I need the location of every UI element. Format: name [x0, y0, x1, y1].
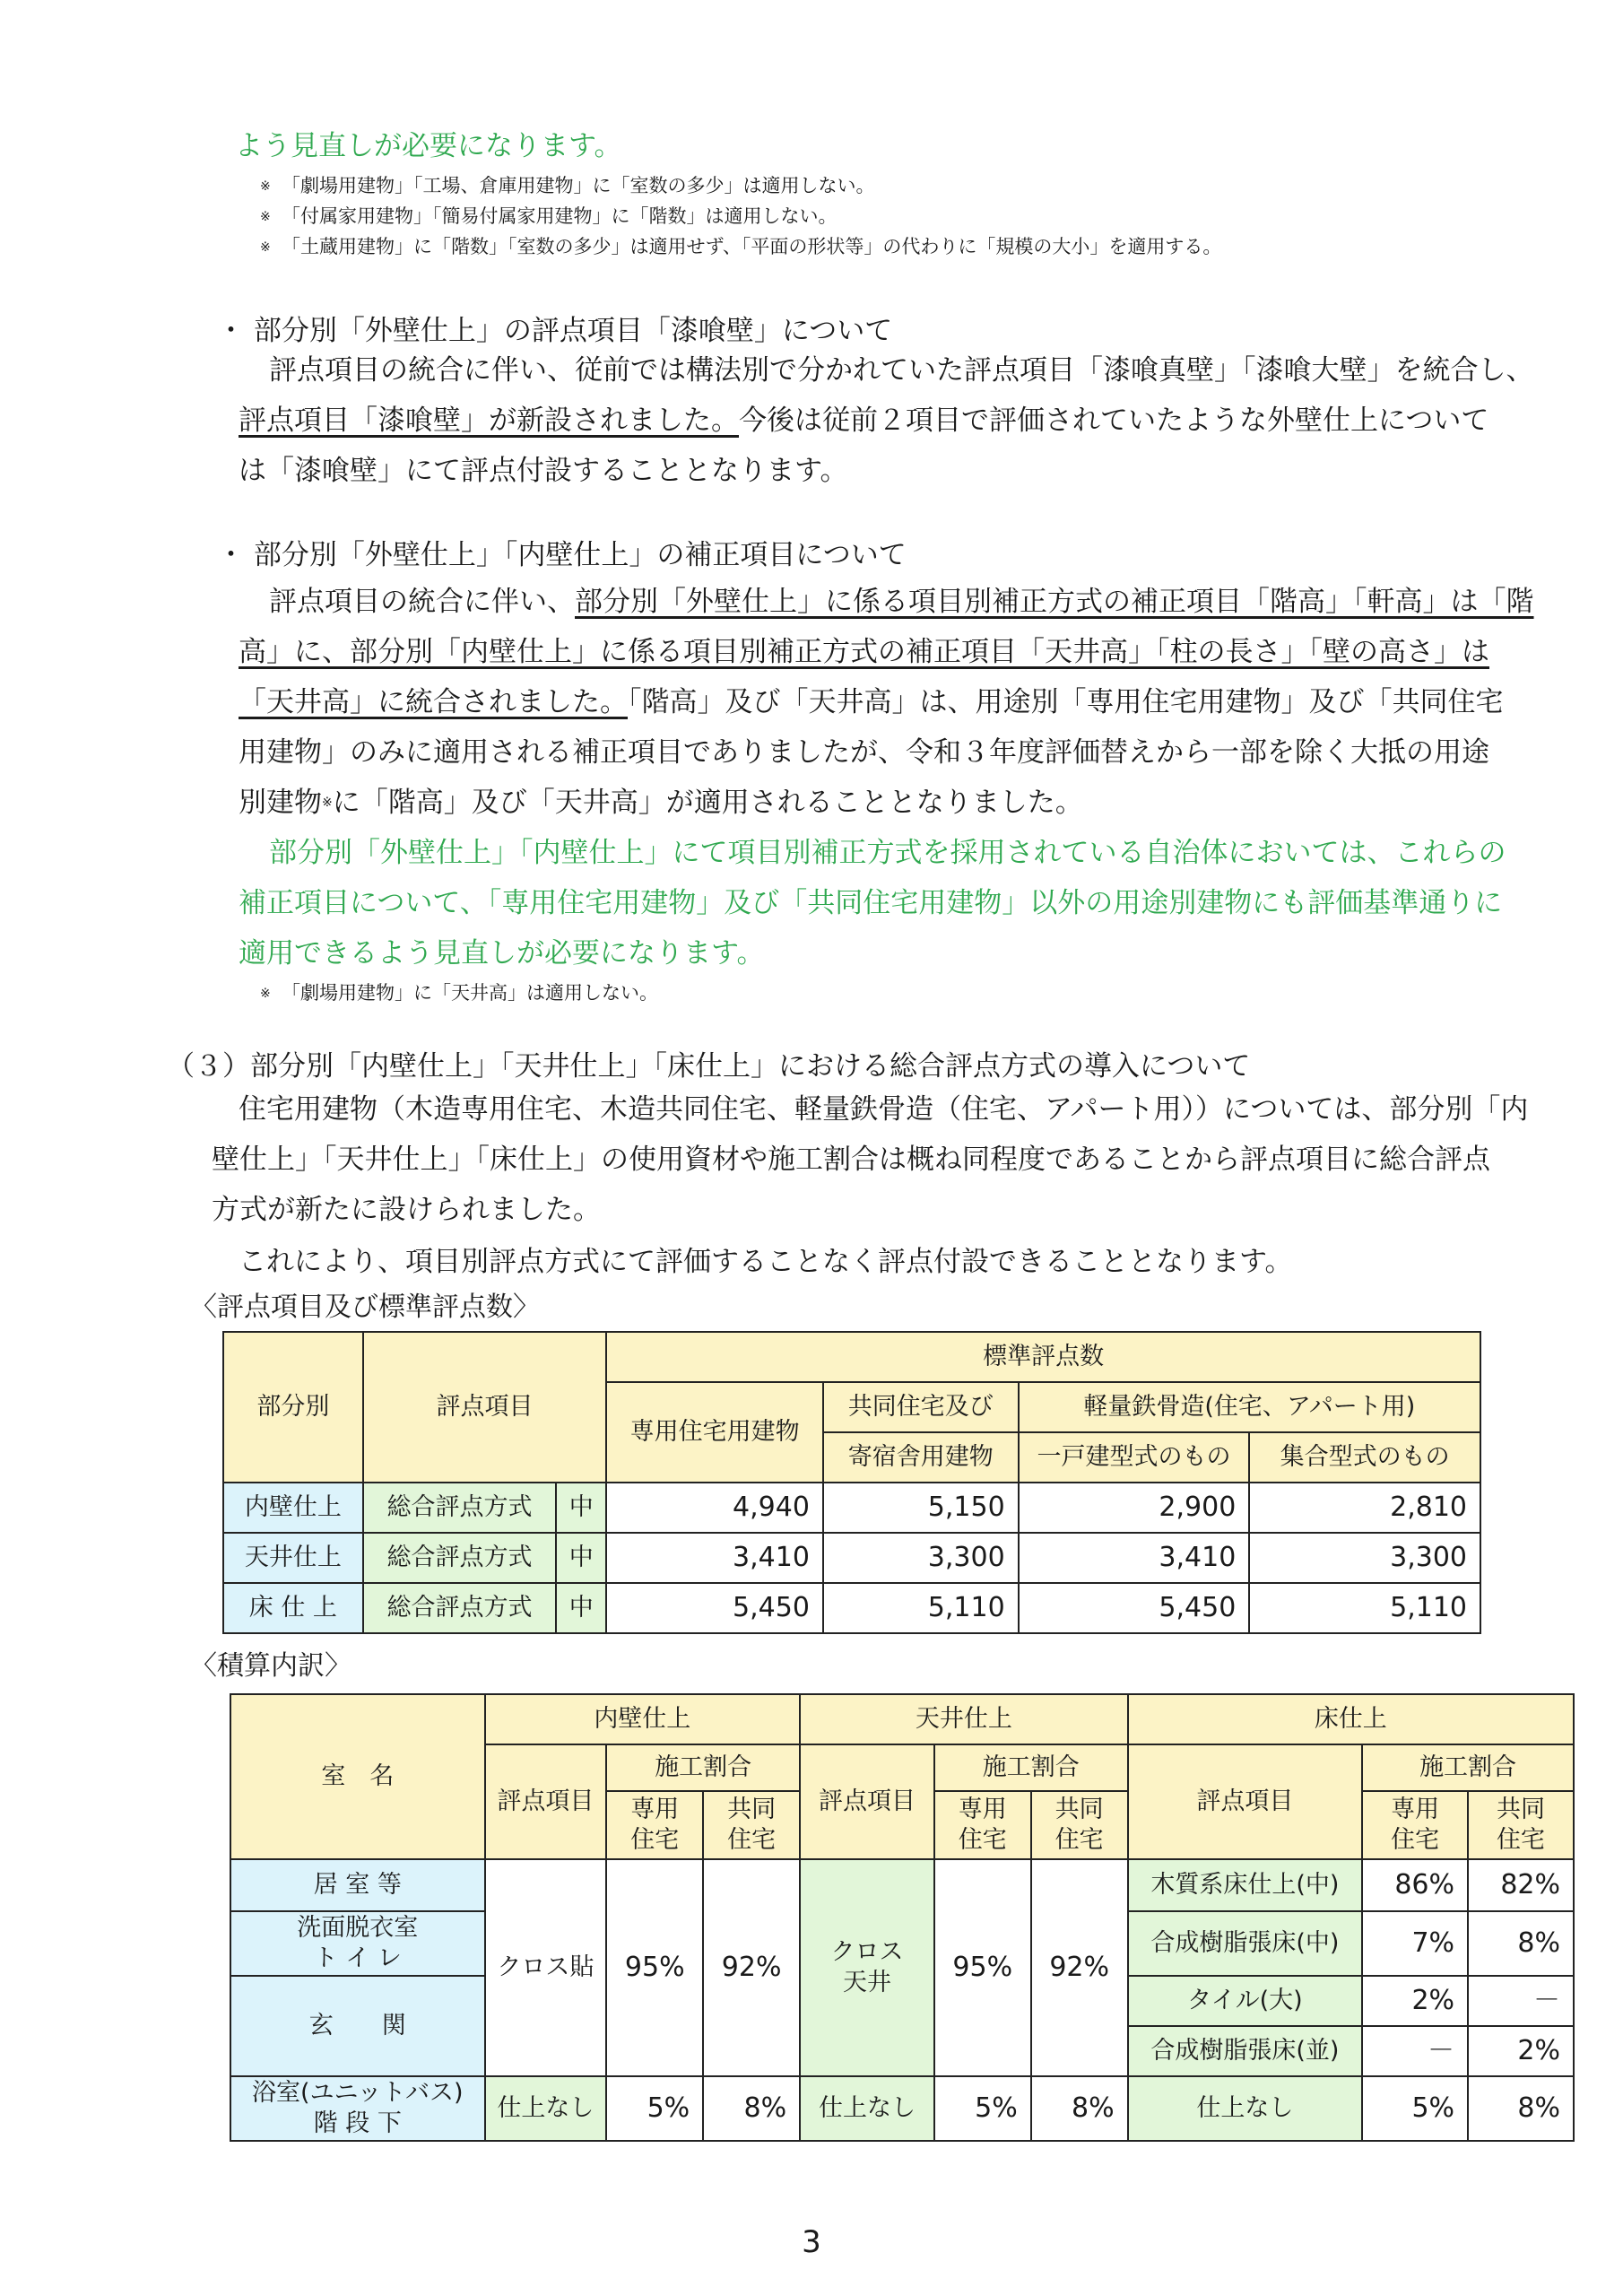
t2-floor-item: 木質系床仕上(中)	[1128, 1859, 1363, 1911]
t2-floor-senyo: －	[1362, 2026, 1468, 2076]
t2-floor-senyo: 2%	[1362, 1976, 1468, 2026]
t1-header-standard: 標準評点数	[606, 1332, 1480, 1382]
section-c-heading: （３）部分別「内壁仕上」「天井仕上」「床仕上」における総合評点方式の導入について	[167, 1050, 1251, 1083]
t1-header-item: 評点項目	[363, 1332, 607, 1483]
section-a-line-1: 評点項目の統合に伴い、従前では構法別で分かれていた評点項目「漆喰真壁」「漆喰大壁」を統合し、	[269, 354, 1534, 387]
t2-inner-item: クロス貼	[485, 1859, 607, 2076]
t2-ceiling-senyo: 95%	[934, 1859, 1031, 2076]
section-b-line-1: 評点項目の統合に伴い、部分別「外壁仕上」に係る項目別補正方式の補正項目「階高」「軒高」は「階	[269, 586, 1534, 618]
t2-floor-senyo: 86%	[1362, 1859, 1468, 1911]
t2-floor-item: 合成樹脂張床(並)	[1128, 2026, 1363, 2076]
t1-header-keiryo: 軽量鉄骨造(住宅、アパート用)	[1019, 1382, 1480, 1432]
t2-ceiling-item: クロス 天井	[800, 1859, 934, 2076]
t1-header-ikko: 一戸建型式のもの	[1019, 1432, 1250, 1483]
t2-header-item: 評点項目	[800, 1744, 934, 1859]
t2-room-washroom: 洗面脱衣室 ト イ レ	[230, 1911, 485, 1976]
t1-value: 3,300	[823, 1533, 1019, 1583]
section-b-note: ※ 「劇場用建物」に「天井高」は適用しない。	[260, 982, 658, 1004]
section-b-line-5: 別建物※に「階高」及び「天井高」が適用されることとなりました。	[239, 787, 1083, 819]
section-b-line-4: 用建物」のみに適用される補正項目でありましたが、令和３年度評価替えから一部を除く大抵の用途	[239, 736, 1489, 769]
table2-caption: 〈積算内訳〉	[190, 1650, 352, 1682]
section-a-line-3: は「漆喰壁」にて評点付設することとなります。	[239, 455, 848, 487]
t2-inner-senyo: 95%	[606, 1859, 703, 2076]
section-b-heading: ・ 部分別「外壁仕上」「内壁仕上」の補正項目について	[217, 539, 907, 571]
t2-room-bath: 浴室(ユニットバス) 階 段 下	[230, 2076, 485, 2141]
t2-room-entrance: 玄 関	[230, 1976, 485, 2076]
t2-ceiling-kyodo: 8%	[1031, 2076, 1128, 2141]
t1-part: 天井仕上	[223, 1533, 363, 1583]
t2-inner-item-none: 仕上なし	[485, 2076, 607, 2141]
t1-header-senyo: 専用住宅用建物	[606, 1382, 823, 1483]
t1-grade: 中	[556, 1583, 606, 1633]
t1-value: 3,410	[606, 1533, 823, 1583]
table-row	[223, 1533, 1480, 1583]
t1-value: 2,810	[1249, 1483, 1480, 1533]
t2-floor-item: 合成樹脂張床(中)	[1128, 1911, 1363, 1976]
t2-inner-senyo: 5%	[606, 2076, 703, 2141]
section-b-line-2: 高」に、部分別「内壁仕上」に係る項目別補正方式の補正項目「天井高」「柱の長さ」「壁の高さ」は	[239, 636, 1489, 668]
intro-note-2: ※ 「付属家用建物」「簡易付属家用建物」に「階数」は適用しない。	[260, 205, 838, 227]
t2-ceiling-item-none: 仕上なし	[800, 2076, 934, 2141]
t2-floor-senyo: 7%	[1362, 1911, 1468, 1976]
section-b-line-3: 「天井高」に統合されました。「階高」及び「天井高」は、用途別「専用住宅用建物」及び「共同住宅	[239, 686, 1504, 718]
t2-floor-kyodo: 2%	[1468, 2026, 1574, 2076]
t2-header-senyo: 専用 住宅	[934, 1791, 1031, 1859]
t2-floor-senyo: 5%	[1362, 2076, 1468, 2141]
t2-header-ratio: 施工割合	[1362, 1744, 1574, 1791]
t2-header-ratio: 施工割合	[934, 1744, 1128, 1791]
t1-header-kyodo-2: 寄宿舎用建物	[823, 1432, 1019, 1483]
t2-header-senyo: 専用 住宅	[606, 1791, 703, 1859]
t1-grade: 中	[556, 1533, 606, 1583]
t1-value: 5,450	[606, 1583, 823, 1633]
intro-green-line: よう見直しが必要になります。	[235, 130, 622, 162]
table1-caption: 〈評点項目及び標準評点数〉	[190, 1292, 540, 1323]
t2-header-kyodo: 共同 住宅	[703, 1791, 800, 1859]
t1-item: 総合評点方式	[363, 1583, 557, 1633]
t1-value: 3,300	[1249, 1533, 1480, 1583]
t2-floor-item-none: 仕上なし	[1128, 2076, 1363, 2141]
t2-ceiling-senyo: 5%	[934, 2076, 1031, 2141]
t2-header-inner: 内壁仕上	[485, 1694, 801, 1744]
t1-header-part: 部分別	[223, 1332, 363, 1483]
t1-item: 総合評点方式	[363, 1483, 557, 1533]
table-row	[223, 1583, 1480, 1633]
t2-floor-kyodo: －	[1468, 1976, 1574, 2026]
t2-inner-kyodo: 92%	[703, 1859, 800, 2076]
t1-header-kyodo-1: 共同住宅及び	[823, 1382, 1019, 1432]
t1-value: 5,450	[1019, 1583, 1250, 1633]
t2-ceiling-kyodo: 92%	[1031, 1859, 1128, 2076]
t1-value: 3,410	[1019, 1533, 1250, 1583]
section-b-green-2: 補正項目について、「専用住宅用建物」及び「共同住宅用建物」以外の用途別建物にも評価基準通りに	[239, 887, 1503, 919]
t2-floor-kyodo: 82%	[1468, 1859, 1574, 1911]
t1-value: 4,940	[606, 1483, 823, 1533]
t2-floor-item: タイル(大)	[1128, 1976, 1363, 2026]
t2-header-item: 評点項目	[1128, 1744, 1363, 1859]
t2-header-ceiling: 天井仕上	[800, 1694, 1128, 1744]
table-row	[230, 2076, 1574, 2141]
t2-header-kyodo: 共同 住宅	[1468, 1791, 1574, 1859]
standard-points-table	[222, 1331, 1481, 1634]
section-b-green-3: 適用できるよう見直しが必要になります。	[239, 937, 765, 970]
t1-value: 2,900	[1019, 1483, 1250, 1533]
t1-part: 内壁仕上	[223, 1483, 363, 1533]
section-b-green-1: 部分別「外壁仕上」「内壁仕上」にて項目別補正方式を採用されている自治体においては、これらの	[269, 837, 1506, 869]
page-number: 3	[802, 2224, 821, 2260]
t1-value: 5,150	[823, 1483, 1019, 1533]
t2-inner-kyodo: 8%	[703, 2076, 800, 2141]
t1-value: 5,110	[1249, 1583, 1480, 1633]
t1-item: 総合評点方式	[363, 1533, 557, 1583]
section-c-line-1: 住宅用建物（木造専用住宅、木造共同住宅、軽量鉄骨造（住宅、アパート用））については、部分別「内	[239, 1093, 1529, 1126]
section-c-line-2: 壁仕上」「天井仕上」「床仕上」の使用資材や施工割合は概ね同程度であることから評点項目に総合評点	[212, 1144, 1490, 1176]
section-a-line-2: 評点項目「漆喰壁」が新設されました。今後は従前２項目で評価されていたような外壁仕上について	[239, 404, 1489, 437]
t2-header-kyodo: 共同 住宅	[1031, 1791, 1128, 1859]
section-c-line-3: 方式が新たに設けられました。	[212, 1194, 601, 1226]
t2-floor-kyodo: 8%	[1468, 2076, 1574, 2141]
t2-room-living: 居 室 等	[230, 1859, 485, 1911]
t2-header-ratio: 施工割合	[606, 1744, 800, 1791]
intro-note-3: ※ 「土蔵用建物」に「階数」「室数の多少」は適用せず、「平面の形状等」の代わりに「規模の大小」を適用する。	[260, 236, 1222, 257]
t2-header-senyo: 専用 住宅	[1362, 1791, 1468, 1859]
t1-grade: 中	[556, 1483, 606, 1533]
intro-note-1: ※ 「劇場用建物」「工場、倉庫用建物」に「室数の多少」は適用しない。	[260, 175, 875, 196]
t2-header-item: 評点項目	[485, 1744, 607, 1859]
section-c-line-4: これにより、項目別評点方式にて評価することなく評点付設できることとなります。	[239, 1246, 1293, 1278]
t2-floor-kyodo: 8%	[1468, 1911, 1574, 1976]
t1-value: 5,110	[823, 1583, 1019, 1633]
section-a-heading: ・ 部分別「外壁仕上」の評点項目「漆喰壁」について	[217, 315, 893, 347]
t2-header-floor: 床仕上	[1128, 1694, 1574, 1744]
t1-part: 床 仕 上	[223, 1583, 363, 1633]
table-row	[230, 1859, 1574, 1911]
t2-header-room: 室 名	[230, 1694, 485, 1859]
t1-header-shugo: 集合型式のもの	[1249, 1432, 1480, 1483]
breakdown-table	[230, 1693, 1575, 2142]
table-row	[223, 1483, 1480, 1533]
